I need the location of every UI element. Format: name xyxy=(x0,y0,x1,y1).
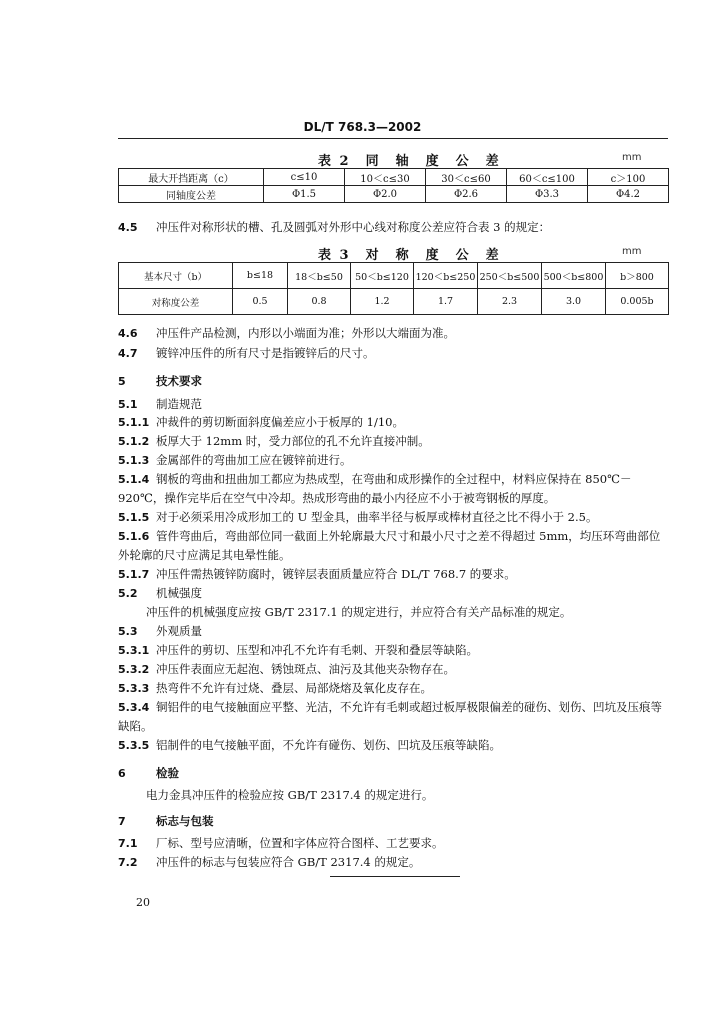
table-3-cell: 3.0 xyxy=(542,289,606,315)
clause-5-3-3 xyxy=(118,679,668,698)
clause-number: 5.1.6 xyxy=(118,530,150,543)
table-3-cell: 50＜b≤120 xyxy=(351,263,414,289)
clause-text: 铝制件的电气接触平面，不允许有碰伤、划伤、凹坑及压痕等缺陷。 xyxy=(156,738,501,752)
table-2-cell: Φ2.0 xyxy=(345,186,426,203)
clause-number: 5.1.7 xyxy=(118,568,150,581)
table-2-row xyxy=(119,169,669,186)
clause-text: 机械强度 xyxy=(156,586,202,600)
clause-number: 5.1.1 xyxy=(118,416,150,429)
table-3-cell: 2.3 xyxy=(478,289,542,315)
clause-text: 镀锌冲压件的所有尺寸是指镀锌后的尺寸。 xyxy=(156,346,375,360)
clause-text: 冲压件需热镀锌防腐时，镀锌层表面质量应符合 DL/T 768.7 的要求。 xyxy=(156,567,516,581)
section-5-heading xyxy=(118,372,668,391)
section-number: 5 xyxy=(118,375,126,388)
table-2-caption: 表 2 同 轴 度 公 差 xyxy=(318,154,501,169)
table-3-cell: 基本尺寸（b） xyxy=(119,263,233,289)
table-3-row xyxy=(119,263,669,289)
table-3-cell: 1.7 xyxy=(414,289,478,315)
section-number: 6 xyxy=(118,767,126,780)
clause-number: 5.1.4 xyxy=(118,473,150,486)
clause-text: 对于必须采用冷成形加工的 U 型金具，曲率半径与板厚或棒材直径之比不得小于 2.5。 xyxy=(156,510,598,524)
table-3-cell: 0.5 xyxy=(233,289,288,315)
clause-number: 5.3.5 xyxy=(118,739,150,752)
clause-text: 冲压件产品检测，内形以小端面为准；外形以大端面为准。 xyxy=(156,326,455,340)
clause-text: 冲裁件的剪切断面斜度偏差应小于板厚的 1/10。 xyxy=(156,415,404,429)
clause-text: 冲压件的标志与包装应符合 GB/T 2317.4 的规定。 xyxy=(156,855,421,869)
clause-text: 厂标、型号应清晰，位置和字体应符合图样、工艺要求。 xyxy=(156,836,444,850)
clause-text: 热弯件不允许有过烧、叠层、局部烧熔及氧化皮存在。 xyxy=(156,681,432,695)
table-3-caption: 表 3 对 称 度 公 差 xyxy=(318,248,501,263)
table-3-row xyxy=(119,289,669,315)
table-2-cell: c≤10 xyxy=(264,169,345,186)
clause-number: 4.6 xyxy=(118,327,138,340)
clause-number: 5.3 xyxy=(118,625,138,638)
clause-number: 5.1.3 xyxy=(118,454,150,467)
clause-number: 5.1.5 xyxy=(118,511,150,524)
section-title: 技术要求 xyxy=(156,374,202,388)
clause-4-5 xyxy=(118,218,668,237)
clause-number: 4.5 xyxy=(118,221,138,234)
section-7-heading xyxy=(118,812,668,831)
table-2-cell: 同轴度公差 xyxy=(119,186,264,203)
clause-text: 冲压件对称形状的槽、孔及圆弧对外形中心线对称度公差应符合表 3 的规定： xyxy=(156,220,551,234)
table-2-cell: 60＜c≤100 xyxy=(507,169,588,186)
table-3-cell: 120＜b≤250 xyxy=(414,263,478,289)
end-rule xyxy=(330,876,460,877)
table-2-cell: Φ3.3 xyxy=(507,186,588,203)
clause-number: 5.1.2 xyxy=(118,435,150,448)
table-2-coaxiality-tolerance xyxy=(118,168,669,203)
table-2-cell: Φ2.6 xyxy=(426,186,507,203)
clause-5-1-3 xyxy=(118,451,668,470)
clause-5-2-body xyxy=(118,603,696,622)
clause-5-3-1 xyxy=(118,641,668,660)
clause-number: 5.3.3 xyxy=(118,682,150,695)
clause-5-3-5 xyxy=(118,736,668,755)
clause-text: 电力金具冲压件的检验应按 GB/T 2317.4 的规定进行。 xyxy=(146,788,434,802)
clause-5-3-4 xyxy=(118,698,668,736)
table-3-cell: 1.2 xyxy=(351,289,414,315)
clause-text: 钢板的弯曲和扭曲加工都应为热成型，在弯曲和成形操作的全过程中，材料应保持在 850℃－920℃，操作完毕后在空气中冷却。热成形弯曲的最小内径应不小于被弯钢板的厚度。 xyxy=(118,472,632,505)
clause-number: 5.1 xyxy=(118,398,138,411)
section-title: 检验 xyxy=(156,766,179,780)
clause-5-1 xyxy=(118,395,668,414)
table-3-symmetry-tolerance xyxy=(118,262,669,315)
document-code-header: DL/T 768.3—2002 xyxy=(303,120,422,134)
table-3-cell: b＞800 xyxy=(606,263,669,289)
clause-text: 冲压件的剪切、压型和冲孔不允许有毛刺、开裂和叠层等缺陷。 xyxy=(156,643,478,657)
section-6-heading xyxy=(118,764,668,783)
clause-text: 外观质量 xyxy=(156,624,202,638)
table-3-cell: 250＜b≤500 xyxy=(478,263,542,289)
table-2-cell: 30＜c≤60 xyxy=(426,169,507,186)
clause-number: 4.7 xyxy=(118,347,138,360)
table-3-unit: mm xyxy=(622,246,642,257)
clause-text: 冲压件的机械强度应按 GB/T 2317.1 的规定进行，并应符合有关产品标准的规定。 xyxy=(146,605,572,619)
clause-5-3 xyxy=(118,622,668,641)
clause-5-1-6 xyxy=(118,527,668,565)
table-2-cell: 10＜c≤30 xyxy=(345,169,426,186)
table-3-cell: 0.005b xyxy=(606,289,669,315)
clause-text: 管件弯曲后，弯曲部位同一截面上外轮廓最大尺寸和最小尺寸之差不得超过 5mm，均压环弯曲部位外轮廓的尺寸应满足其电晕性能。 xyxy=(118,529,661,562)
header-rule xyxy=(118,138,668,139)
clause-text: 板厚大于 12mm 时，受力部位的孔不允许直接冲制。 xyxy=(156,434,430,448)
clause-4-6 xyxy=(118,324,668,343)
clause-5-2 xyxy=(118,584,668,603)
table-2-unit: mm xyxy=(622,152,642,163)
table-2-cell: Φ4.2 xyxy=(588,186,669,203)
table-2-cell: c＞100 xyxy=(588,169,669,186)
table-3-cell: 500＜b≤800 xyxy=(542,263,606,289)
clause-5-1-7 xyxy=(118,565,668,584)
clause-7-1 xyxy=(118,834,668,853)
clause-number: 7.2 xyxy=(118,856,138,869)
clause-5-1-4 xyxy=(118,470,668,508)
clause-5-3-2 xyxy=(118,660,668,679)
clause-number: 5.3.4 xyxy=(118,701,150,714)
clause-text: 制造规范 xyxy=(156,397,202,411)
clause-text: 冲压件表面应无起泡、锈蚀斑点、油污及其他夹杂物存在。 xyxy=(156,662,455,676)
section-number: 7 xyxy=(118,815,126,828)
table-3-cell: 0.8 xyxy=(288,289,351,315)
section-6-body xyxy=(118,786,696,805)
clause-4-7 xyxy=(118,344,668,363)
clause-text: 金属部件的弯曲加工应在镀锌前进行。 xyxy=(156,453,352,467)
clause-number: 7.1 xyxy=(118,837,138,850)
clause-5-1-1 xyxy=(118,413,668,432)
clause-5-1-2 xyxy=(118,432,668,451)
clause-number: 5.2 xyxy=(118,587,138,600)
clause-7-2 xyxy=(118,853,668,872)
clause-text: 铜铝件的电气接触面应平整、光洁，不允许有毛刺或超过板厚极限偏差的碰伤、划伤、凹坑及压痕等缺陷。 xyxy=(118,700,662,733)
page-number: 20 xyxy=(136,896,150,909)
table-3-cell: b≤18 xyxy=(233,263,288,289)
clause-number: 5.3.1 xyxy=(118,644,150,657)
section-title: 标志与包装 xyxy=(156,814,214,828)
table-3-cell: 18＜b≤50 xyxy=(288,263,351,289)
table-2-cell: 最大开挡距离（c） xyxy=(119,169,264,186)
clause-number: 5.3.2 xyxy=(118,663,150,676)
clause-5-1-5 xyxy=(118,508,668,527)
table-2-cell: Φ1.5 xyxy=(264,186,345,203)
table-2-row xyxy=(119,186,669,203)
table-3-cell: 对称度公差 xyxy=(119,289,233,315)
